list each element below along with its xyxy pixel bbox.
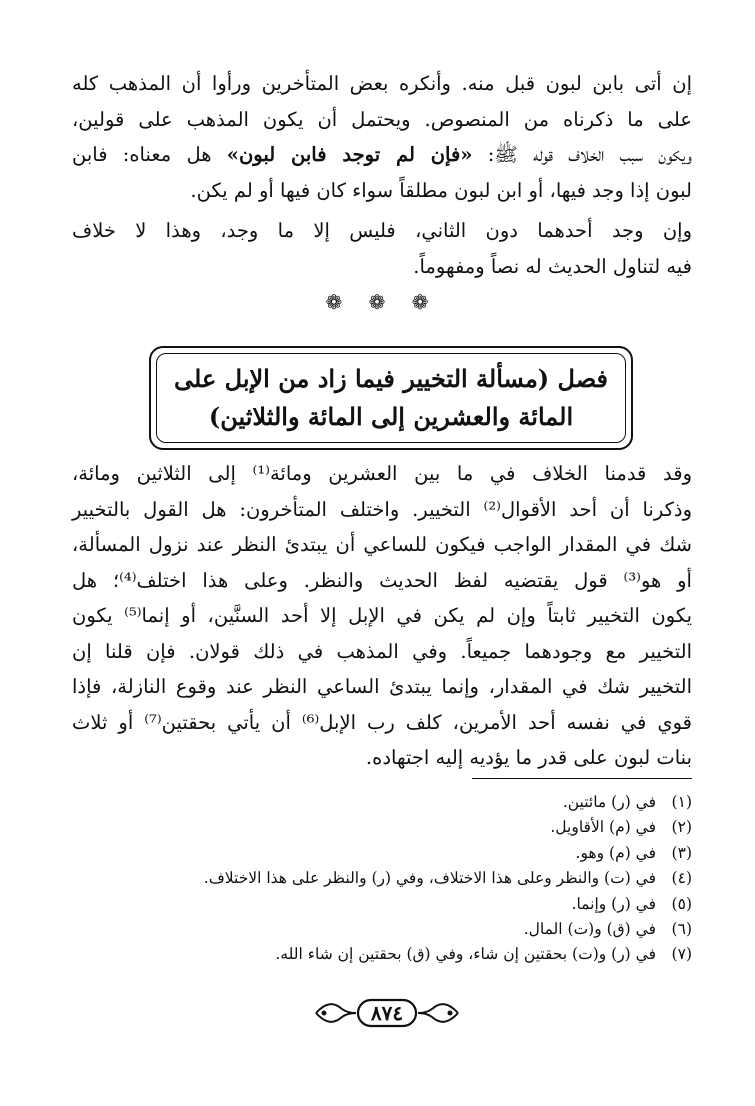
footnote-item — [72, 866, 692, 891]
text-line: لبون إذا وجد فيها، أو ابن لبون مطلقاً سواء كان فيها أو لم يكن. — [190, 178, 692, 202]
footnote-item — [72, 815, 692, 840]
section-separator: ❁ ❁ ❁ — [325, 290, 439, 314]
text-line: أو هو⁽³⁾ قول يقتضيه لفظ الحديث والنظر. وعلى هذا اختلف⁽⁴⁾؛ هل — [72, 568, 692, 592]
paragraph-1 — [72, 66, 692, 208]
footnote-text: في (ر) وإنما. — [571, 894, 656, 913]
footnote-separator — [472, 778, 692, 779]
footnote-text: في (ق) و(ت) المال. — [523, 920, 656, 939]
section-title-frame — [149, 346, 633, 450]
footnote-item — [72, 841, 692, 866]
footnote-number: (٢) — [671, 818, 692, 837]
text-line: بنات لبون على قدر ما يؤديه إليه اجتهاده. — [365, 746, 692, 769]
footnote-item — [72, 917, 692, 942]
footnote-item — [72, 892, 692, 917]
footnote-number: (٧) — [671, 945, 692, 964]
text-line: يكون التخيير ثابتاً وإن لم يكن في الإبل إلا أحد السنَّين، أو إنما⁽⁵⁾ يكون — [72, 604, 693, 627]
footnote-number: (٣) — [671, 843, 692, 862]
footnote-number: (٤) — [671, 869, 692, 888]
footnote-text: في (ر) و(ت) بحقتين إن شاء، وفي (ق) بحقتين إن شاء الله. — [275, 945, 656, 964]
text-line: وذكرنا أن أحد الأقوال⁽²⁾ التخيير. واختلف المتأخرون: هل القول بالتخيير — [72, 497, 692, 521]
section-title-line-2: المائة والعشرين إلى المائة والثلاثين) — [208, 402, 574, 431]
text-line: التخيير شك في المقدار، وإنما يبتدئ الساعي النظر عند وقوع النازلة، فإذا — [72, 675, 692, 698]
footnote-text: في (م) الأقاويل. — [550, 818, 656, 837]
section-title-line-1: فصل (مسألة التخيير فيما زاد من الإبل على — [174, 364, 608, 393]
section-title — [156, 353, 626, 443]
footnote-text: في (م) وهو. — [575, 843, 656, 862]
text-line: التخيير مع وجودهما جميعاً. وفي المذهب في ذلك قولان. فإن قلنا إن — [72, 639, 692, 663]
text-line: إن أتى بابن لبون قبل منه. وأنكره بعض المتأخرين ورأوا أن المذهب كله — [72, 72, 692, 95]
text-line: وإن وجد أحدهما دون الثاني، فليس إلا ما وجد، وهذا لا خلاف — [72, 219, 692, 242]
footnote-number: (٦) — [671, 920, 692, 939]
text-line: وقد قدمنا الخلاف في ما بين العشرين ومائة⁽¹⁾ إلى الثلاثين ومائة، — [72, 462, 692, 485]
hadith-quote: «فإن لم توجد فابن لبون» — [226, 143, 473, 166]
footnotes — [72, 790, 692, 968]
text-line: على ما ذكرناه من المنصوص. ويحتمل أن يكون المذهب على قولين، — [72, 107, 692, 131]
page-number: ٨٧٤ — [370, 1001, 404, 1025]
footnote-text: في (ر) مائتين. — [562, 793, 656, 811]
paragraph-2 — [72, 213, 692, 284]
text-line: قوي في نفسه أحد الأمرين، كلف رب الإبل⁽⁶⁾ أن يأتي بحقتين⁽⁷⁾ أو ثلاث — [72, 710, 692, 734]
footnote-number: (١) — [671, 793, 692, 811]
footnote-number: (٥) — [671, 894, 692, 913]
text-fragment: هل معناه: فابن — [72, 143, 227, 166]
text-line: شك في المقدار الواجب فيكون للساعي أن يبتدئ النظر عند نزول المسألة، — [72, 533, 692, 556]
page-number-ornament — [312, 994, 462, 1032]
paragraph-3 — [72, 456, 692, 776]
footnote-item — [72, 942, 692, 967]
footnote-item — [72, 790, 692, 815]
text-line: فيه لتناول الحديث له نصاً ومفهوماً. — [413, 254, 692, 278]
footnote-text: في (ت) والنظر وعلى هذا الاختلاف، وفي (ر) والنظر على هذا الاختلاف. — [203, 869, 656, 888]
text-fragment: ويكون سبب الخلاف قوله ﷺ: — [472, 143, 693, 166]
text-line — [72, 137, 692, 173]
